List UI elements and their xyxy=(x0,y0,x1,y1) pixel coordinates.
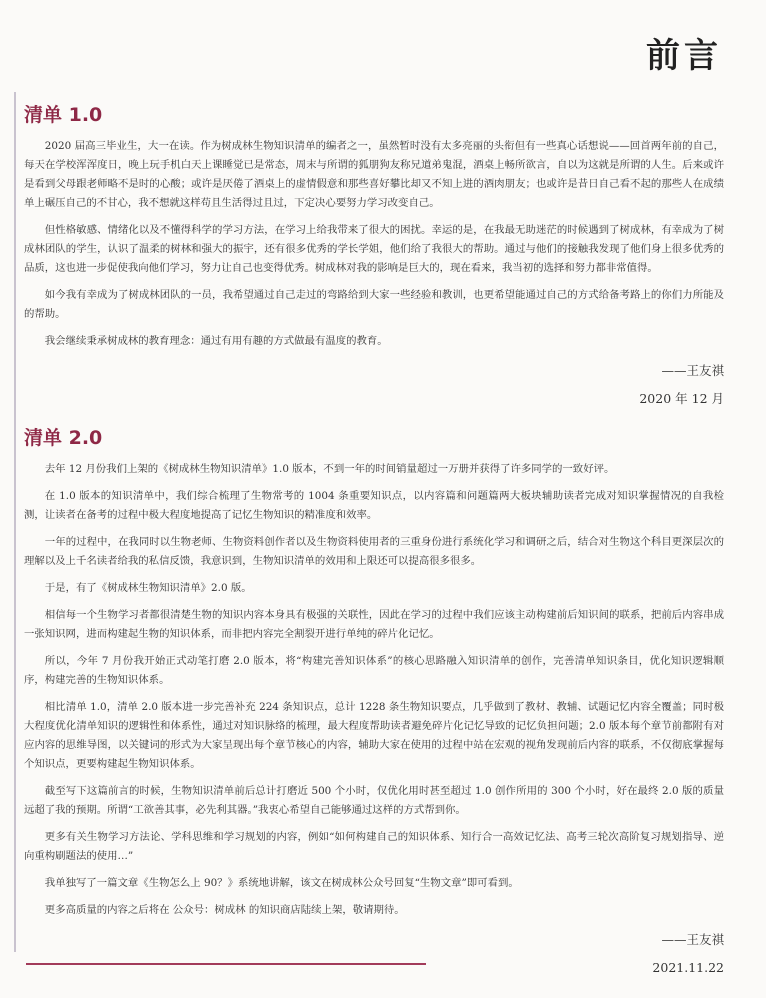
paragraph: 我单独写了一篇文章《生物怎么上 90？》系统地讲解，该文在树成林公众号回复“生物文章”即可看到。 xyxy=(44,877,519,889)
paragraph: 2020 届高三毕业生，大一在读。作为树成林生物知识清单的编者之一，虽然暂时没有太多亮丽的头衔但有一些真心话想说——回首两年前的自己，每天在学校浑浑度日，晚上玩手机白天上课睡觉已是常态，周末与所谓的狐朋狗友称兄道弟鬼混，酒桌上畅所欲言，自以为这就是所谓的人生。后来或许是看到父母跟老师略不是时的心酸；或许是厌倦了酒桌上的虚情假意和那些喜好攀比却又不知上进的酒肉朋友；也或许是昔日自己看不起的那些人在成绩单上碾压自己的不甘心，我不想就这样苟且生活得过且过，下定决心要努力学习改变自己。 xyxy=(24,140,724,209)
section-checklist-2 xyxy=(24,423,724,980)
paragraph: 在 1.0 版本的知识清单中，我们综合梳理了生物常考的 1004 条重要知识点，以内容篇和问题篇两大板块辅助读者完成对知识掌握情况的自我检测，让读者在备考的过程中极大程度地提高了记忆生物知识的精准度和效率。 xyxy=(24,490,724,521)
paragraph: 于是，有了《树成林生物知识清单》2.0 版。 xyxy=(44,582,252,594)
preface-content xyxy=(24,100,724,980)
paragraph: 如今我有幸成为了树成林团队的一员，我希望通过自己走过的弯路给到大家一些经验和教训，也更希望能通过自己的方式给备考路上的你们力所能及的帮助。 xyxy=(24,289,724,320)
section-checklist-1 xyxy=(24,100,724,411)
paragraph: 一年的过程中，在我同时以生物老师、生物资料创作者以及生物资料使用者的三重身份进行系统化学习和调研之后，结合对生物这个科目更深层次的理解以及上千名读者给我的私信反馈，我意识到，生物知识清单的效用和上限还可以提高很多很多。 xyxy=(24,536,724,567)
left-margin-rule xyxy=(14,92,16,952)
date: 2020 年 12 月 xyxy=(639,391,724,406)
page-title: 前言 xyxy=(646,36,722,76)
paragraph: 但性格敏感、情绪化以及不懂得科学的学习方法，在学习上给我带来了很大的困扰。幸运的是，在我最无助迷茫的时候遇到了树成林，有幸成为了树成林团队的学生，认识了温柔的树林和强大的振宇，还有很多优秀的学长学姐，他们给了我很大的帮助。通过与他们的接触我发现了他们身上很多优秀的品质，这也进一步促使我向他们学习，努力让自己也变得优秀。树成林对我的影响是巨大的，现在看来，我当初的选择和努力都非常值得。 xyxy=(24,224,724,274)
section-heading: 清单 2.0 xyxy=(24,427,103,449)
signature: ——王友祺 xyxy=(661,932,724,947)
paragraph: 截至写下这篇前言的时候，生物知识清单前后总计打磨近 500 个小时，仅优化用时甚至超过 1.0 创作所用的 300 个小时，好在最终 2.0 版的质量远超了我的预期。所谓“工欲善其事，必先利其器。”我衷心希望自己能够通过这样的方式帮到你。 xyxy=(24,785,724,816)
paragraph: 更多有关生物学习方法论、学科思维和学习规划的内容，例如“如何构建自己的知识体系、知行合一高效记忆法、高考三轮次高阶复习规划指导、逆向重构刷题法的使用…” xyxy=(24,831,724,862)
paragraph: 相比清单 1.0，清单 2.0 版本进一步完善补充 224 条知识点，总计 1228 条生物知识要点，几乎做到了教材、教辅、试题记忆内容全覆盖；同时极大程度优化清单知识的逻辑性和体系性，通过对知识脉络的梳理，最大程度帮助读者避免碎片化记忆导致的记忆负担问题；2.0 版本每个章节前都附有对应内容的思维导图，以关键词的形式为大家呈现出每个章节核心的内容，辅助大家在使用的过程中站在宏观的视角发现前后内容的联系，不仅彻底掌握每个知识点，更要构建起生物知识体系。 xyxy=(24,701,724,770)
date: 2021.11.22 xyxy=(652,960,724,975)
paragraph: 去年 12 月份我们上架的《树成林生物知识清单》1.0 版本，不到一年的时间销量超过一万册并获得了许多同学的一致好评。 xyxy=(44,463,615,475)
signature: ——王友祺 xyxy=(661,363,724,378)
paragraph: 我会继续秉承树成林的教育理念：通过有用有趣的方式做最有温度的教育。 xyxy=(44,335,388,347)
section-heading: 清单 1.0 xyxy=(24,104,103,126)
paragraph: 所以，今年 7 月份我开始正式动笔打磨 2.0 版本，将“构建完善知识体系”的核心思路融入知识清单的创作，完善清单知识条目，优化知识逻辑顺序，构建完善的生物知识体系。 xyxy=(24,655,724,686)
bottom-decorative-rule xyxy=(26,963,426,965)
paragraph: 相信每一个生物学习者都很清楚生物的知识内容本身具有极强的关联性，因此在学习的过程中我们应该主动构建前后知识间的联系，把前后内容串成一张知识网，进而构建起生物的知识体系，而非把内容完全割裂开进行单纯的碎片化记忆。 xyxy=(24,609,724,640)
paragraph: 更多高质量的内容之后将在 公众号：树成林 的知识商店陆续上架，敬请期待。 xyxy=(44,904,405,916)
